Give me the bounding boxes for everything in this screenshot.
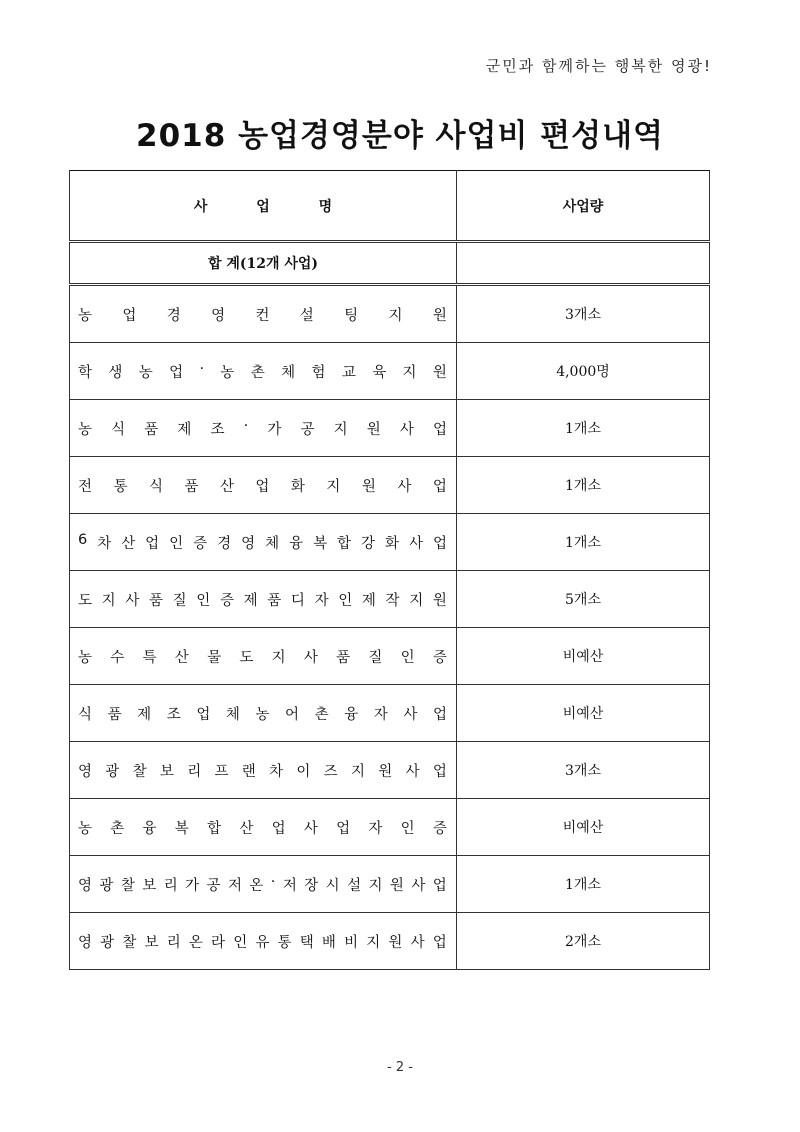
project-quantity: 비예산	[457, 685, 710, 742]
project-name: 학 생 농 업 · 농 촌 체 험 교 육 지 원	[78, 360, 447, 381]
project-quantity: 3개소	[457, 285, 710, 343]
page-number: - 2 -	[387, 1060, 413, 1075]
project-name: 농 수 특 산 물 도 지 사 품 질 인 증	[78, 649, 447, 666]
project-quantity: 5개소	[457, 571, 710, 628]
project-name-cell	[70, 799, 457, 856]
project-name-cell	[70, 514, 457, 571]
table-row	[70, 571, 710, 628]
table-row	[70, 685, 710, 742]
project-name-cell	[70, 856, 457, 913]
project-quantity: 1개소	[457, 400, 710, 457]
table-row	[70, 799, 710, 856]
slogan: 군민과 함께하는 행복한 영광!	[485, 57, 712, 75]
budget-table	[69, 170, 710, 970]
table-row	[70, 628, 710, 685]
project-quantity: 1개소	[457, 514, 710, 571]
project-name-cell	[70, 685, 457, 742]
project-quantity: 1개소	[457, 856, 710, 913]
project-name: 도 지 사 품 질 인 증 제 품 디 자 인 제 작 지 원	[78, 592, 447, 609]
table-row	[70, 457, 710, 514]
page-title: 2018 농업경영분야 사업비 편성내역	[136, 118, 664, 154]
table-row	[70, 285, 710, 343]
project-name-cell	[70, 571, 457, 628]
project-name-cell	[70, 343, 457, 400]
project-name: 전 통 식 품 산 업 화 지 원 사 업	[78, 478, 447, 495]
project-name-cell	[70, 628, 457, 685]
project-quantity: 2개소	[457, 913, 710, 970]
project-quantity: 4,000명	[457, 343, 710, 400]
total-row	[70, 242, 710, 285]
project-name-cell	[70, 913, 457, 970]
project-name: 식 품 제 조 업 체 농 어 촌 융 자 사 업	[78, 706, 447, 723]
total-value	[457, 242, 710, 285]
project-name: 농 식 품 제 조 · 가 공 지 원 사 업	[78, 417, 447, 438]
table-row	[70, 913, 710, 970]
table-row	[70, 514, 710, 571]
project-name-cell	[70, 457, 457, 514]
table-row	[70, 400, 710, 457]
table-row	[70, 856, 710, 913]
project-name-cell	[70, 285, 457, 343]
total-label: 합 계(12개 사업)	[70, 242, 457, 285]
column-header-project-name: 사 업 명	[70, 171, 457, 242]
project-name: 농 업 경 영 컨 설 팅 지 원	[78, 307, 447, 324]
project-name-cell	[70, 400, 457, 457]
project-quantity: 비예산	[457, 799, 710, 856]
project-name: 농 촌 융 복 합 산 업 사 업 자 인 증	[78, 820, 447, 837]
project-quantity: 비예산	[457, 628, 710, 685]
project-name: 영 광 찰 보 리 프 랜 차 이 즈 지 원 사 업	[78, 763, 447, 780]
table-header-row	[70, 171, 710, 242]
project-quantity: 1개소	[457, 457, 710, 514]
column-header-quantity: 사업량	[457, 171, 710, 242]
project-name-cell	[70, 742, 457, 799]
table-row	[70, 742, 710, 799]
project-quantity: 3개소	[457, 742, 710, 799]
project-name: 영 광 찰 보 리 온 라 인 유 통 택 배 비 지 원 사 업	[78, 934, 447, 951]
project-name: 영 광 찰 보 리 가 공 저 온 · 저 장 시 설 지 원 사 업	[78, 873, 447, 894]
project-name: 6 차 산 업 인 증 경 영 체 융 복 합 강 화 사 업	[78, 531, 447, 552]
table-row	[70, 343, 710, 400]
